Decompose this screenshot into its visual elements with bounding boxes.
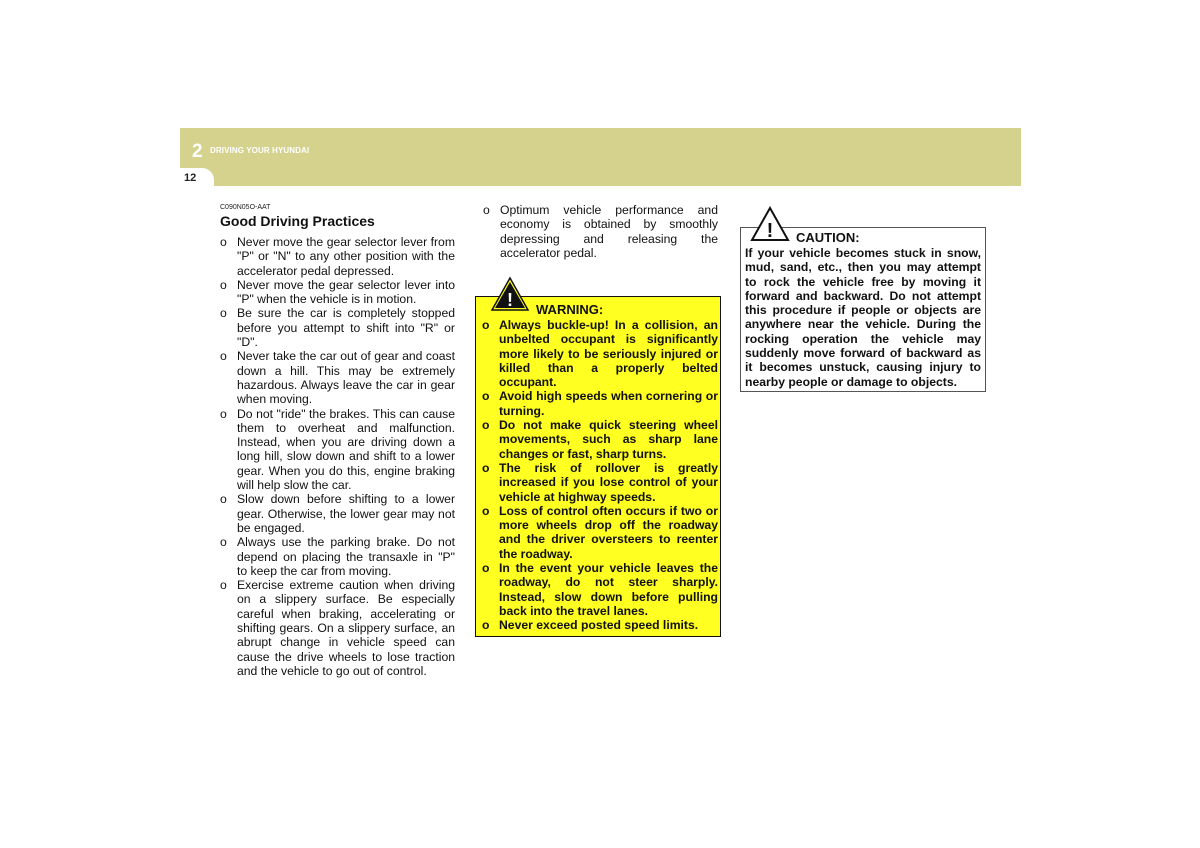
bullet-marker: o xyxy=(482,418,490,433)
warning-title: WARNING: xyxy=(536,302,604,317)
list-item xyxy=(220,235,455,278)
section-code: C090N05O-AAT xyxy=(220,204,271,211)
list-item-text: Slow down before shifting to a lower gear. Otherwise, the lower gear may not be engaged. xyxy=(237,492,455,535)
bullet-marker: o xyxy=(483,203,490,217)
list-item-text: In the event your vehicle leaves the roadway, do not steer sharply. Instead, slow down before pulling back into the travel lanes. xyxy=(499,561,718,618)
bullet-marker: o xyxy=(482,561,490,576)
performance-note xyxy=(483,203,718,260)
caution-symbol: ! xyxy=(766,220,774,242)
list-item-text: Never take the car out of gear and coast down a hill. This may be extremely hazardous. Always leave the car in gear when moving. xyxy=(237,349,455,407)
list-item-text: Exercise extreme caution when driving on a slippery surface. Be especially careful when braking, accelerating or shifting gears. On a slippery surface, an abrupt change in vehicle speed can cause the drive wheels to lose traction and the vehicle to go out of control. xyxy=(237,578,455,678)
list-item-text: Be sure the car is completely stopped before you attempt to shift into "R" or "D". xyxy=(237,306,455,350)
bullet-marker: o xyxy=(220,277,227,292)
warning-list xyxy=(482,318,718,633)
list-item xyxy=(482,418,718,461)
page-number: 12 xyxy=(184,172,197,184)
list-item xyxy=(482,389,718,418)
warning-symbol: ! xyxy=(507,290,513,310)
list-item xyxy=(220,578,455,678)
warning-triangle-icon xyxy=(490,276,530,312)
list-item-text: Avoid high speeds when cornering or turning. xyxy=(499,389,718,418)
list-item xyxy=(482,504,718,561)
chapter-number: 2 xyxy=(192,141,203,162)
list-item xyxy=(220,306,455,349)
list-item-text: Never move the gear selector lever into "P" when the vehicle is in motion. xyxy=(237,277,455,307)
bullet-marker: o xyxy=(220,492,227,507)
list-item xyxy=(482,318,718,389)
list-item xyxy=(220,278,455,307)
list-item xyxy=(482,461,718,504)
bullet-marker: o xyxy=(482,389,490,404)
bullet-marker: o xyxy=(220,349,227,364)
list-item xyxy=(482,561,718,618)
bullet-marker: o xyxy=(482,318,490,332)
bullet-marker: o xyxy=(220,535,227,550)
list-item-text: The risk of rollover is greatly increased if you lose control of your vehicle at highway speeds. xyxy=(499,460,718,504)
list-item-text: Do not make quick steering wheel movements, such as sharp lane changes or fast, sharp turns. xyxy=(499,418,718,461)
practices-list xyxy=(220,235,455,678)
list-item xyxy=(482,618,718,632)
list-item-text: Always buckle-up! In a collision, an unbelted occupant is significantly more likely to be seriously injured or killed than a properly belted occupant. xyxy=(499,318,718,390)
list-item xyxy=(220,349,455,406)
list-item xyxy=(483,203,718,260)
bullet-marker: o xyxy=(482,460,490,475)
bullet-marker: o xyxy=(220,406,227,421)
bullet-marker: o xyxy=(482,503,490,518)
list-item-text: Loss of control often occurs if two or more wheels drop off the roadway and the driver oversteers to reenter the roadway. xyxy=(499,503,718,561)
header-band xyxy=(180,128,1021,186)
section-title: Good Driving Practices xyxy=(220,213,375,229)
bullet-marker: o xyxy=(220,235,227,249)
list-item xyxy=(220,535,455,578)
caution-title: CAUTION: xyxy=(796,230,860,245)
bullet-marker: o xyxy=(220,578,227,593)
list-item-text: Always use the parking brake. Do not depend on placing the transaxle in "P" to keep the car from moving. xyxy=(237,535,455,578)
caution-triangle-icon xyxy=(750,206,790,242)
bullet-marker: o xyxy=(482,618,490,633)
list-item-text: Optimum vehicle performance and economy is obtained by smoothly depressing and releasing the accelerator pedal. xyxy=(500,203,718,260)
list-item xyxy=(220,407,455,493)
list-item-text: Never exceed posted speed limits. xyxy=(499,618,699,633)
list-item-text: Never move the gear selector lever from "P" or "N" to any other position with the accelerator pedal depressed. xyxy=(237,235,455,278)
list-item xyxy=(220,492,455,535)
caution-text: If your vehicle becomes stuck in snow, mud, sand, etc., then you may attempt to rock the vehicle free by moving it forward and backward. Do not attempt this procedure if people or objects are anywhere near the vehicle. During the rocking operation the vehicle may suddenly move forward of backward as it becomes unstuck, causing injury to nearby people or damage to objects. xyxy=(745,246,981,389)
bullet-marker: o xyxy=(220,306,227,321)
driving-practices-column xyxy=(220,204,455,678)
chapter-title: DRIVING YOUR HYUNDAI xyxy=(210,146,310,155)
list-item-text: Do not "ride" the brakes. This can cause them to overheat and malfunction. Instead, when you are driving down a long hill, slow down and shift to a lower gear. When you do this, engine braking will help slow the car. xyxy=(237,406,455,493)
